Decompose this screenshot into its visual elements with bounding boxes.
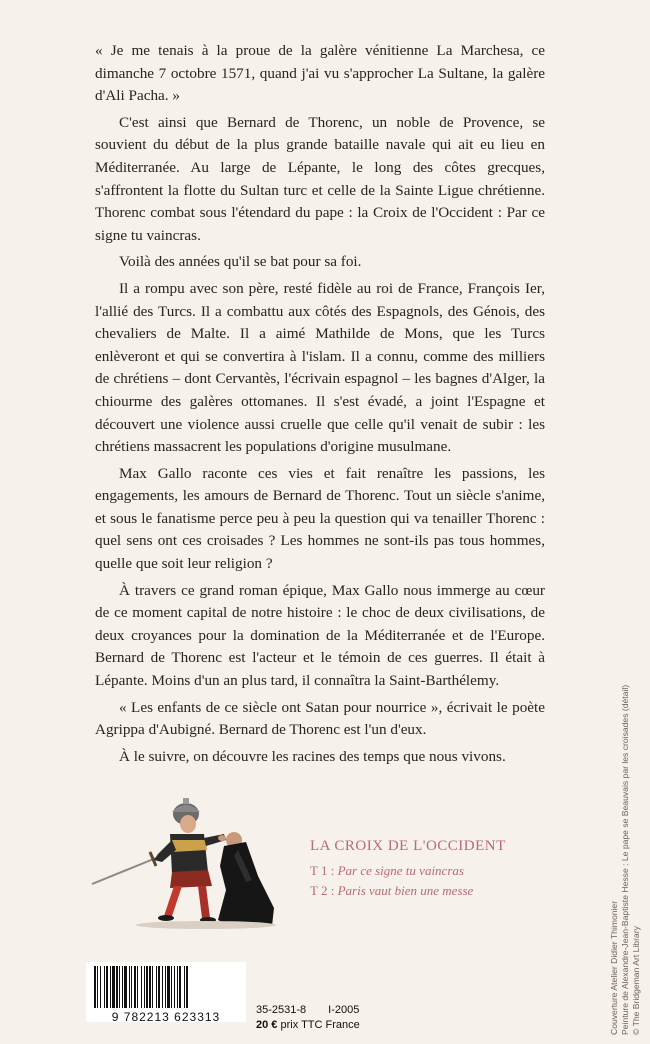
edition-code: I-2005 <box>328 1004 360 1016</box>
barcode-bar <box>119 966 120 1008</box>
barcode-bar <box>122 966 123 1008</box>
isbn-digits: 9 782213 623313 <box>111 1010 221 1024</box>
barcode-bar <box>116 966 118 1008</box>
barcode-bar <box>162 966 163 1008</box>
paragraph-intro: C'est ainsi que Bernard de Thorenc, un noble de Provence, se souvient du début de la plus grande bataille navale qui ait eu lieu en Méditerranée. Au large de Lépante, le long des côtes grecques, s'affrontent la flotte du Sultan turc et celle de la Sainte Ligue chrétienne. Thorenc combat sous l'étendard du pape : la Croix de l'Occident : Par ce signe tu vaincras. <box>95 113 545 244</box>
barcode-bar <box>129 966 130 1008</box>
barcode-bar <box>131 966 132 1008</box>
barcode-bar <box>104 966 105 1008</box>
volume-number: T 1 : <box>310 863 335 878</box>
barcode-bar <box>174 966 175 1008</box>
barcode-bar <box>146 966 148 1008</box>
barcode-bar <box>167 966 170 1008</box>
price: 20 € <box>256 1019 278 1031</box>
barcode-bar <box>94 966 96 1008</box>
barcode-bar <box>186 966 188 1008</box>
cover-credits <box>609 685 642 1035</box>
barcode-bar <box>171 966 172 1008</box>
volume-number: T 2 : <box>310 883 335 898</box>
price-label: prix TTC France <box>280 1019 360 1031</box>
series-info <box>310 838 550 901</box>
series-volume-1 <box>310 861 550 881</box>
paragraph-history: Il a rompu avec son père, resté fidèle au roi de France, François Ier, l'allié des Turcs. Il a combattu aux côtés des Espagnols, des Génois, des chevaliers de Malte. Il a aimé Mathilde de Mons, que les Turcs enlèveront et qui se convertira à l'islam. Il a connu, comme des milliers de chrétiens – dont Cervantès, l'écrivain espagnol – les bagnes d'Alger, la chiourme des galères ottomanes. Il s'est évadé, a joint l'Espagne et découvert une violence aussi cruelle que celle qu'il venait de subir : les chrétiens massacrent les populations d'origine musulmane. <box>95 279 545 456</box>
series-title: LA CROIX DE L'OCCIDENT <box>310 838 506 854</box>
barcode-bar <box>156 966 157 1008</box>
barcode-bar <box>100 966 101 1008</box>
barcode-bar <box>110 966 111 1008</box>
paragraph-faith: Voilà des années qu'il se bat pour sa foi. <box>119 253 362 271</box>
barcode-bar <box>152 966 153 1008</box>
barcode-bar <box>144 966 145 1008</box>
barcode-bar <box>149 966 151 1008</box>
paragraph-author: Max Gallo raconte ces vies et fait renaître les passions, les engagements, les amours de Bernard de Thorenc. Tout un siècle s'anime, et sous le fanatisme perce peu à peu la question qui va tenailler Thorenc : quel sens ont ces croisades ? Les hommes ne sont-ils pas tous hommes, quelle que soit leur religion ? <box>95 464 545 573</box>
barcode-bar <box>141 966 142 1008</box>
barcode-bars <box>92 966 240 1010</box>
barcode-bar <box>124 966 127 1008</box>
paragraph-closing: À le suivre, on découvre les racines des temps que nous vivons. <box>119 747 506 765</box>
cover-illustration <box>86 780 286 930</box>
barcode-bar <box>97 966 98 1008</box>
barcode-bar <box>177 966 178 1008</box>
barcode-bar <box>179 966 181 1008</box>
barcode-bar <box>112 966 115 1008</box>
reference-code: 35-2531-8 <box>256 1004 307 1016</box>
back-cover-text <box>95 40 545 772</box>
isbn-barcode <box>86 962 246 1022</box>
barcode-bar <box>137 966 138 1008</box>
volume-title: Par ce signe tu vaincras <box>337 863 464 878</box>
barcode-bar <box>158 966 160 1008</box>
product-codes <box>256 1003 381 1033</box>
knight-and-monk-illustration <box>86 780 286 930</box>
credit-line: Couverture Atelier Didier Thimonier <box>609 900 619 1035</box>
barcode-bar <box>134 966 136 1008</box>
paragraph-epic: À travers ce grand roman épique, Max Gallo nous immerge au cœur de ce moment capital de notre histoire : le choc de deux civilisations, de deux croyances pour la domination de la Méditerranée et de l'Europe. Bernard de Thorenc est l'acteur et le témoin de ces guerres. Il était à Lépante. Moins d'un an plus tard, il connaîtra la Saint-Barthélemy. <box>95 581 545 690</box>
volume-title: Paris vaut bien une messe <box>337 883 474 898</box>
series-volume-2 <box>310 881 550 901</box>
paragraph-agrippa: « Les enfants de ce siècle ont Satan pour nourrice », écrivait le poète Agrippa d'Aubigné. Bernard de Thorenc est l'un d'eux. <box>95 698 545 739</box>
credit-line: Peinture de Alexandre-Jean-Baptiste Hesse : Le pape se Beauvais par les croisades (détail) <box>620 684 630 1035</box>
barcode-bar <box>184 966 185 1008</box>
credit-line: © The Bridgeman Art Library <box>631 926 641 1035</box>
barcode-bar <box>106 966 108 1008</box>
paragraph-quote: « Je me tenais à la proue de la galère vénitienne La Marchesa, ce dimanche 7 octobre 1571, quand j'ai vu s'approcher La Sultane, la galère d'Ali Pacha. » <box>95 42 545 105</box>
barcode-bar <box>165 966 166 1008</box>
